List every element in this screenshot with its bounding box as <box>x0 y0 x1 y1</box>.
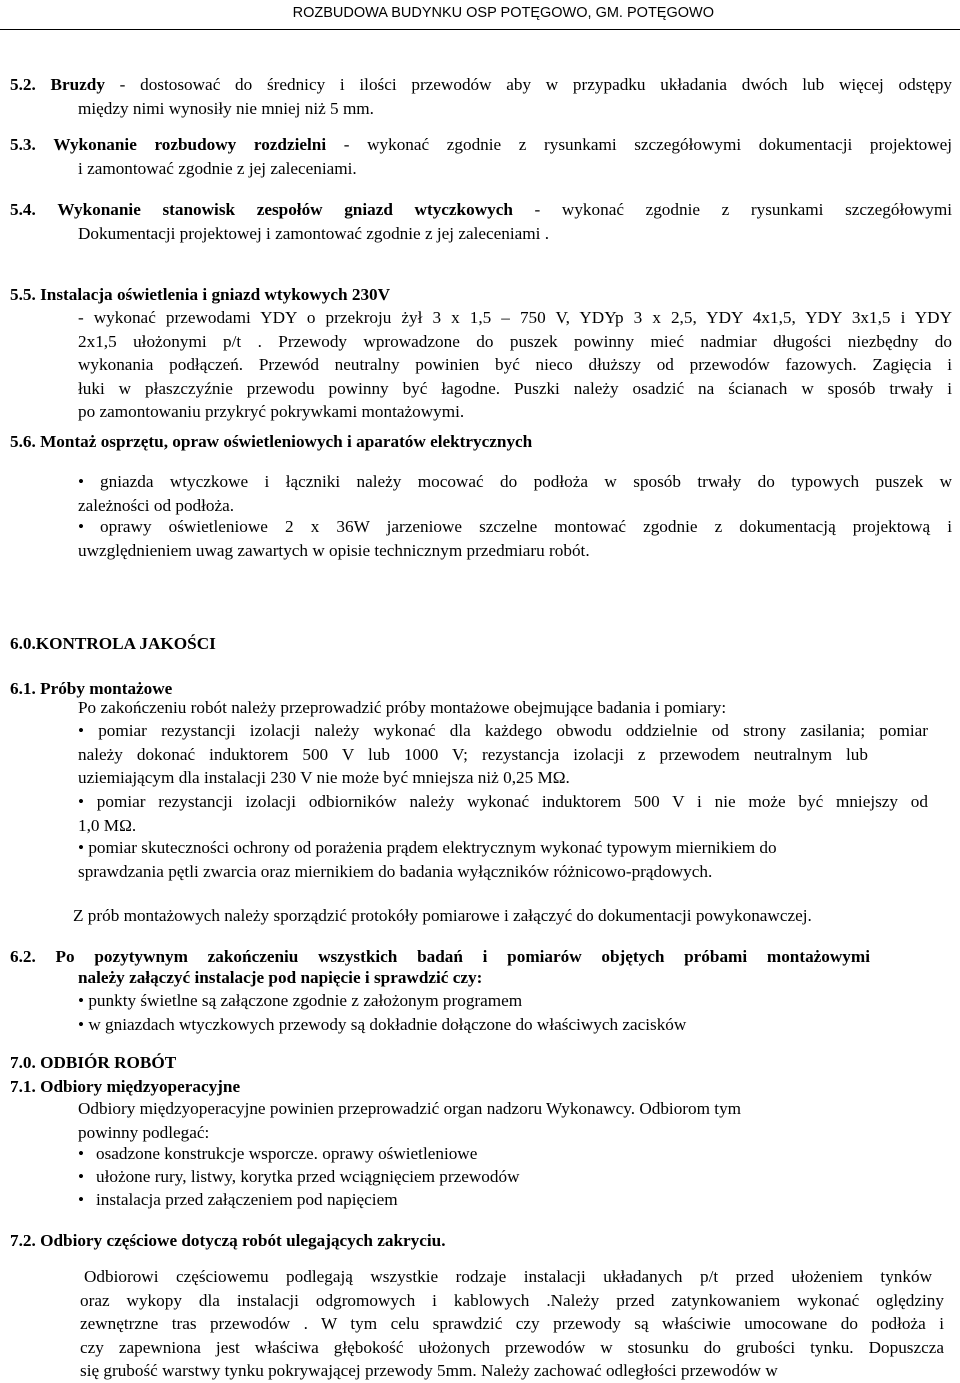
section-text: - wykonać zgodnie z rysunkami szczegółowymi dokumentacji projektowej <box>326 135 953 154</box>
section-7-1-body <box>78 1097 741 1144</box>
section-number: 5.4. <box>10 200 36 219</box>
bullet-item <box>78 719 928 790</box>
bullet-text: • pomiar rezystancji izolacji odbiorników należy wykonać induktorem 500 V i nie może być mniejszy od <box>78 792 928 811</box>
list-item-text: ułożone rury, listwy, korytka przed wciągnięciem przewodów <box>96 1167 520 1186</box>
section-5-3 <box>10 133 952 157</box>
section-text: - wykonać zgodnie z rysunkami szczegółowymi <box>512 200 952 219</box>
paragraph-line: Z prób montażowych należy sporządzić protokóły pomiarowe i załączyć do dokumentacji powykonawczej. <box>73 906 812 925</box>
section-5-5-body <box>78 306 952 424</box>
bullet-item <box>78 790 928 837</box>
section-number: 5.3. <box>10 135 36 154</box>
section-6-1-closing <box>73 904 812 928</box>
bullet-icon: • <box>78 472 85 491</box>
section-heading: 7.0. ODBIÓR ROBÓT <box>10 1053 177 1072</box>
paragraph-line: Odbiorowi częściowemu podlegają wszystkie rodzaje instalacji układanych p/t przed ułożeniem tynków <box>84 1267 932 1286</box>
list-item-text: osadzone konstrukcje wsporcze. oprawy oświetleniowe <box>96 1144 478 1163</box>
bullet-text: • pomiar rezystancji izolacji należy wykonać dla każdego obwodu oddzielnie od strony zasilania; pomiar <box>78 721 928 740</box>
section-title: Wykonanie stanowisk zespołów gniazd wtyczkowych <box>57 200 513 219</box>
section-7-2-body <box>80 1265 944 1383</box>
section-5-6-heading <box>10 430 532 454</box>
section-5-4 <box>10 198 952 222</box>
section-heading: należy załączyć instalacje pod napięcie i sprawdzić czy: <box>78 968 483 987</box>
section-text: - dostosować do średnicy i ilości przewodów aby w przypadku układania dwóch lub więcej odstępy <box>104 75 953 94</box>
bullet-text: sprawdzania pętli zwarcia oraz miernikiem do badania wyłączników różnicowo-prądowych. <box>78 861 713 881</box>
section-7-2-heading <box>10 1229 446 1253</box>
section-heading: 7.2. Odbiory częściowe dotyczą robót ulegających zakryciu. <box>10 1231 446 1250</box>
bullet-text: należy dokonać induktorem 500 V lub 1000 V; rezystancja izolacji z przewodem neutralnym lub <box>78 744 868 764</box>
section-heading: 6.1. Próby montażowe <box>10 679 173 698</box>
section-5-4-line1 <box>10 198 952 222</box>
paragraph-line: po zamontowaniu przykryć pokrywkami montażowymi. <box>78 402 465 422</box>
paragraph-line: 2x1,5 ułożonymi p/t . Przewody wprowadzone do puszek powinny mieć nadmiar długości niezbędny do <box>78 331 952 351</box>
bullet-text: • pomiar skuteczności ochrony od porażenia prądem elektrycznym wykonać typowym miernikiem do <box>78 838 777 857</box>
section-number: 5.2. <box>10 75 36 94</box>
section-text-line: i zamontować zgodnie z jej zaleceniami. <box>78 159 357 178</box>
list-item-text: instalacja przed załączeniem pod napięciem <box>96 1190 398 1209</box>
section-5-4-cont <box>78 222 549 246</box>
bullet-text: gniazda wtyczkowe i łączniki należy mocować do podłoża w sposób trwały do typowych puszek w <box>100 472 952 491</box>
bullet-icon: • <box>78 1144 85 1163</box>
section-heading: 5.5. Instalacja oświetlenia i gniazd wtykowych 230V <box>10 285 391 304</box>
section-6-2-list <box>78 989 686 1036</box>
list-item <box>78 1188 398 1212</box>
paragraph-line: czy zapewniona jest właściwa głębokość ułożonych przewodów w stosunku do grubości tynku. Dopuszcza <box>80 1337 944 1357</box>
bullet-icon: • <box>78 1190 85 1209</box>
paragraph-line: powinny podlegać: <box>78 1122 210 1142</box>
section-5-2-line1 <box>10 73 952 97</box>
paragraph-line: Po zakończeniu robót należy przeprowadzić próby montażowe obejmujące badania i pomiary: <box>78 698 727 717</box>
section-5-2 <box>10 73 952 97</box>
paragraph-line: wykonania podłączeń. Przewód neutralny powinien być nieco dłuższy od przewodów fazowych. Zagięcia i <box>78 355 952 375</box>
bullet-text: oprawy oświetleniowe 2 x 36W jarzeniowe szczelne montować zgodnie z dokumentacją projektową i <box>100 517 952 536</box>
list-item <box>78 1165 520 1189</box>
section-6-1-intro <box>78 696 726 720</box>
section-7-0-heading <box>10 1051 176 1075</box>
bullet-item <box>78 836 777 883</box>
section-7-1-heading <box>10 1075 240 1099</box>
paragraph-line: się grubość warstwy tynku pokrywającej przewody 5mm. Należy zachować odległości przewodów w <box>80 1361 778 1381</box>
section-text-line: między nimi wynosiły nie mniej niż 5 mm. <box>78 99 374 118</box>
section-heading: 5.6. Montaż osprzętu, opraw oświetleniowych i aparatów elektrycznych <box>10 432 533 451</box>
paragraph-line: oraz wykopy dla instalacji odgromowych i kablowych .Należy przed zatynkowaniem wykonać oględziny <box>80 1290 944 1310</box>
section-5-2-cont <box>78 97 374 121</box>
list-item: • punkty świetlne są załączone zgodnie z założonym programem <box>78 991 523 1010</box>
section-heading: 6.2. Po pozytywnym zakończeniu wszystkich badań i pomiarów objętych próbami montażowymi <box>10 947 870 966</box>
section-6-0-heading <box>10 632 216 656</box>
section-5-3-cont <box>78 157 357 181</box>
bullet-text: uziemiającym dla instalacji 230 V nie może być mniejsza niż 0,25 MΩ. <box>78 768 570 788</box>
list-item: • w gniazdach wtyczkowych przewody są dokładnie dołączone do właściwych zacisków <box>78 1014 687 1034</box>
bullet-item <box>78 515 952 562</box>
paragraph-line: zewnętrzne tras przewodów . W tym celu sprawdzić czy przewody są właściwie umocowane do podłoża i <box>80 1314 944 1334</box>
paragraph-line: łuki w płaszczyźnie przewodu powinny być łagodne. Puszki należy osadzić na ścianach w sposób trwały i <box>78 378 952 398</box>
page-header <box>0 0 960 30</box>
bullet-text: zależności od podłoża. <box>78 495 235 515</box>
bullet-icon: • <box>78 1167 85 1186</box>
bullet-item <box>78 470 952 517</box>
section-title: Bruzdy <box>50 75 105 94</box>
header-title: ROZBUDOWA BUDYNKU OSP POTĘGOWO, GM. POTĘGOWO <box>292 5 714 21</box>
list-item <box>78 1142 477 1166</box>
paragraph-line: Odbiory międzyoperacyjne powinien przeprowadzić organ nadzoru Wykonawcy. Odbiorom tym <box>78 1099 742 1118</box>
paragraph-line: - wykonać przewodami YDY o przekroju żył 3 x 1,5 – 750 V, YDYp 3 x 2,5, YDY 4x1,5, YDY 3x1,5 i YDY <box>78 308 952 327</box>
section-heading: 6.0.KONTROLA JAKOŚCI <box>10 634 216 653</box>
section-6-2-heading-cont <box>78 966 482 990</box>
section-title: Wykonanie rozbudowy rozdzielni <box>53 135 327 154</box>
bullet-text: uwzględnieniem uwag zawartych w opisie technicznym przedmiaru robót. <box>78 540 590 560</box>
bullet-icon: • <box>78 517 85 536</box>
section-5-5-heading <box>10 283 390 307</box>
bullet-text: 1,0 MΩ. <box>78 815 137 835</box>
section-text-line: Dokumentacji projektowej i zamontować zgodnie z jej zaleceniami . <box>78 224 550 243</box>
section-5-3-line1 <box>10 133 952 157</box>
section-heading: 7.1. Odbiory międzyoperacyjne <box>10 1077 241 1096</box>
